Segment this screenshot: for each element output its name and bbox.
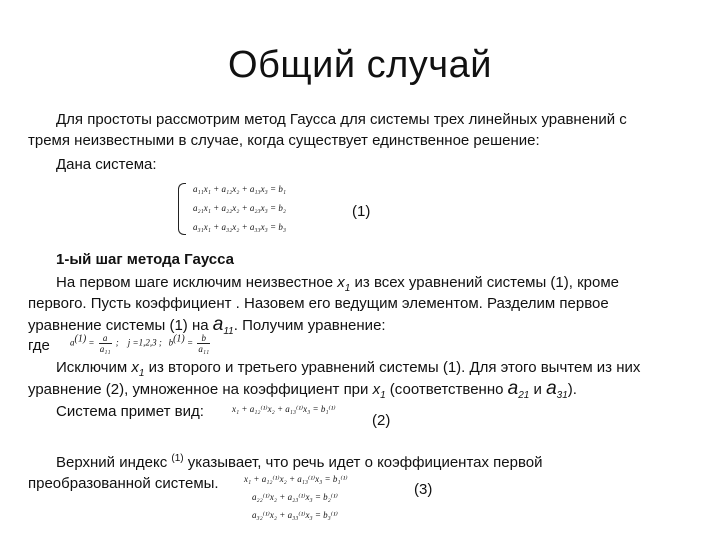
step-p2-line-1: Исключим $x_1$ из второго и третьего уравнений системы (1). Для этого вычтем из них	[56, 359, 641, 379]
step-p2-line-2: уравнение (2), умноженное на коэффициент при $x_1$ (соответственно $a_{21}$ и $a_{31}$).	[28, 378, 577, 401]
system-3-row-2: a₂₂⁽¹⁾x₂ + a₂₃⁽¹⁾x₃ = b₂⁽¹⁾	[252, 492, 338, 502]
system-3-row-3: a₃₂⁽¹⁾x₂ + a₃₃⁽¹⁾x₃ = b₃⁽¹⁾	[252, 510, 338, 520]
system-1-row-2: a₂₁x₁ + a₂₂x₂ + a₂₃x₃ = b₂	[193, 203, 286, 213]
system-2-row: x₁ + a₁₂⁽¹⁾x₂ + a₁₃⁽¹⁾x₃ = b₁⁽¹⁾	[232, 404, 336, 414]
system-1-row-1: a₁₁x₁ + a₁₂x₂ + a₁₃x₃ = b₁	[193, 184, 286, 194]
step-p1-line-3: уравнение системы (1) на $a_{11}$. Получим уравнение:	[28, 314, 386, 337]
system-view-label: Система примет вид:	[56, 403, 204, 420]
where-label: где	[28, 337, 50, 354]
step-heading: 1-ый шаг метода Гаусса	[56, 251, 235, 268]
where-formula: $a^{(1)}$ = $\frac{a}{\text{a₁₁}}$ ; j =1,2,3 ; $b^{(1)}$ = $\frac{b}{\text{a₁₁}}$	[70, 333, 210, 354]
intro-line-2: тремя неизвестными в случае, когда существует единственное решение:	[28, 132, 540, 149]
step-p1-line-1: На первом шаге исключим неизвестное $x_1$ из всех уравнений системы (1), кроме	[56, 274, 620, 294]
system-1-row-3: a₃₁x₁ + a₃₂x₂ + a₃₃x₃ = b₃	[193, 222, 286, 232]
note-line-2: преобразованной системы.	[28, 475, 219, 492]
intro-line-1: Для простоты рассмотрим метод Гаусса для системы трех линейных уравнений с	[56, 111, 627, 128]
step-p1-line-2: первого. Пусть коэффициент . Назовем его ведущим элементом. Разделим первое	[28, 295, 609, 312]
system-1-brace	[178, 183, 186, 235]
system-1-label: (1)	[352, 203, 371, 220]
system-3-row-1: x₁ + a₁₂⁽¹⁾x₂ + a₁₃⁽¹⁾x₃ = b₁⁽¹⁾	[244, 474, 348, 484]
system-2-label: (2)	[372, 412, 391, 429]
page-title: Общий случай	[228, 44, 492, 86]
given-label: Дана система:	[56, 156, 157, 173]
note-line-1: Верхний индекс $^{(1)}$ указывает, что речь идет о коэффициентах первой	[56, 453, 543, 471]
system-3-label: (3)	[414, 481, 433, 498]
